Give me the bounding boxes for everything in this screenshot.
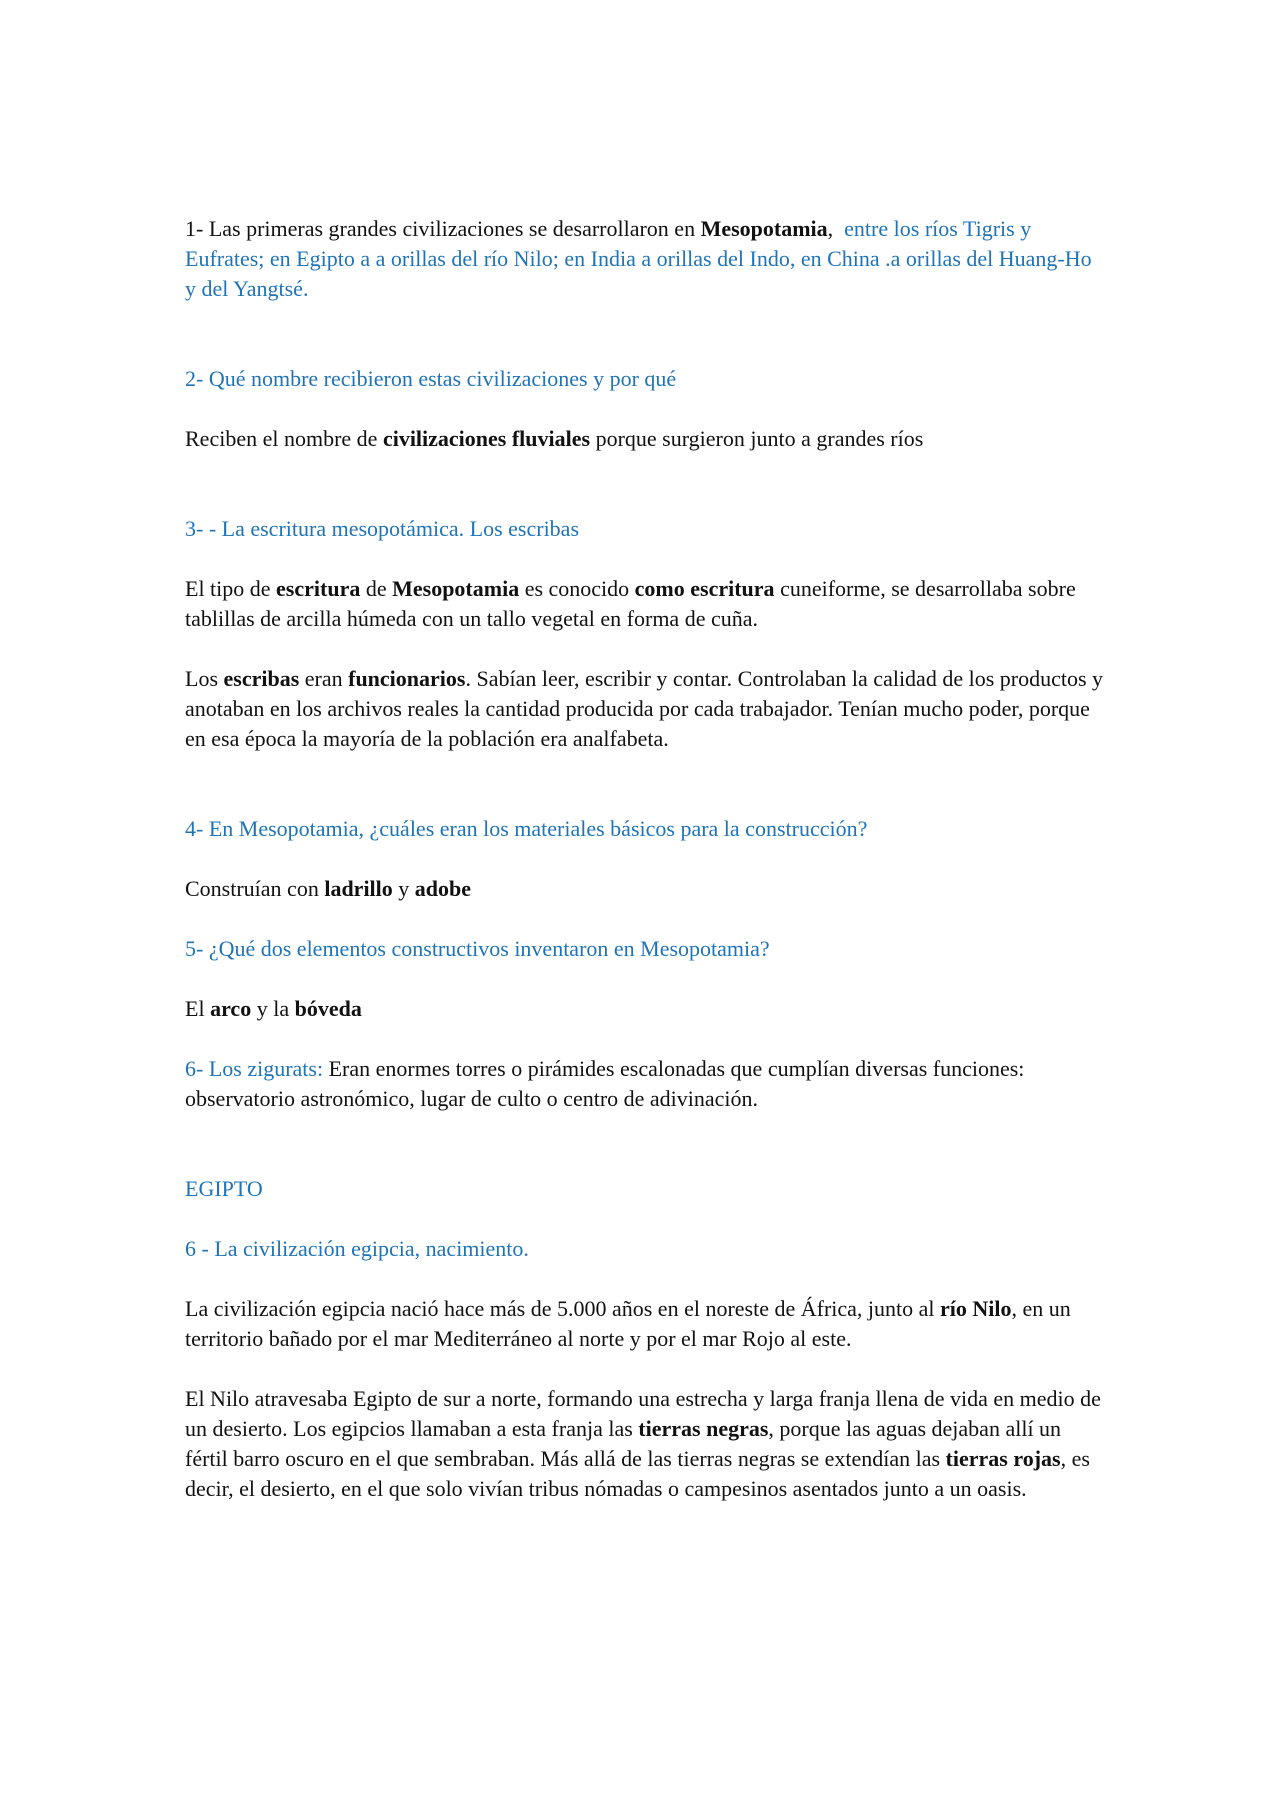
paragraph-civilizations-intro — [185, 214, 1105, 304]
document-content — [185, 214, 1105, 1504]
nile-text-c: , porque las aguas dejaban allí un fértil barro oscuro en el que sembraban. Más allá de las tierras negras se extendían las — [185, 1416, 1062, 1471]
answer-4-bold-adobe: adobe — [414, 876, 472, 901]
egypt-origin-bold-nilo: río Nilo — [940, 1296, 1012, 1321]
scribes-text-a: Los — [185, 666, 224, 691]
answer-2 — [185, 424, 1105, 454]
nile-text-a: El Nilo atravesaba Egipto de sur a norte, formando una estrecha y larga franja llena de vida en medio de un desierto. Los egipcios llamaban a esta franja las — [185, 1386, 1101, 1441]
answer-2-suffix: porque surgieron junto a grandes ríos — [590, 426, 924, 451]
egypt-origin-text-c: , en un territorio bañado por el mar Mediterráneo al norte y por el mar Rojo al este. — [185, 1296, 1071, 1351]
paragraph-nile — [185, 1384, 1105, 1504]
scribes-text-c: eran — [299, 666, 349, 691]
writing-text-a: El tipo de — [185, 576, 277, 601]
answer-5-text-a: El — [185, 996, 211, 1021]
writing-text-g: cuneiforme, se desarrollaba sobre tablillas de arcilla húmeda con un tallo vegetal en forma de cuña. — [185, 576, 1076, 631]
scribes-text-e: . Sabían leer, escribir y contar. Controlaban la calidad de los productos y anotaban en los archivos reales la cantidad producida por cada trabajador. Tenían mucho poder, porque en esa época la mayoría de la población era analfabeta. — [185, 666, 1104, 751]
question-4: 4- En Mesopotamia, ¿cuáles eran los materiales básicos para la construcción? — [185, 816, 868, 841]
zigurats-label: 6- Los zigurats: — [185, 1056, 324, 1081]
answer-5 — [185, 994, 1105, 1024]
question-egypt-birth: 6 - La civilización egipcia, nacimiento. — [185, 1236, 529, 1261]
heading-egipto: EGIPTO — [185, 1176, 263, 1201]
writing-text-e: es conocido — [519, 576, 635, 601]
answer-2-bold: civilizaciones fluviales — [382, 426, 591, 451]
question-5: 5- ¿Qué dos elementos constructivos inventaron en Mesopotamia? — [185, 936, 770, 961]
nile-bold-tierras-rojas: tierras rojas — [945, 1446, 1061, 1471]
answer-4 — [185, 874, 1105, 904]
answer-5-bold-arco: arco — [210, 996, 252, 1021]
writing-bold-escritura: escritura — [276, 576, 361, 601]
zigurats-text: Eran enormes torres o pirámides escalonadas que cumplían diversas funciones: observatorio astronómico, lugar de culto o centro de adivinación. — [185, 1056, 1025, 1111]
intro-rivers-text: entre los ríos Tigris y Eufrates; en Egipto a a orillas del río Nilo; en India a orillas del Indo, en China .a orillas del Huang-Ho y del Yangtsé. — [185, 216, 1092, 301]
writing-bold-mesopotamia: Mesopotamia — [392, 576, 520, 601]
writing-text-c: de — [360, 576, 393, 601]
answer-5-bold-boveda: bóveda — [294, 996, 362, 1021]
nile-text-e: , es decir, el desierto, en el que solo vivían tribus nómadas o campesinos asentados junto a un oasis. — [185, 1446, 1090, 1501]
scribes-bold-funcionarios: funcionarios — [348, 666, 466, 691]
paragraph-writing — [185, 574, 1105, 634]
paragraph-egypt-origin — [185, 1294, 1105, 1354]
intro-comma: , — [827, 216, 834, 241]
answer-4-text-a: Construían con — [185, 876, 325, 901]
intro-bold-mesopotamia: Mesopotamia — [700, 216, 828, 241]
paragraph-zigurats — [185, 1054, 1105, 1114]
answer-5-text-c: y la — [251, 996, 295, 1021]
scribes-bold-escribas: escribas — [223, 666, 300, 691]
writing-bold-como-escritura: como escritura — [634, 576, 775, 601]
question-2: 2- Qué nombre recibieron estas civilizaciones y por qué — [185, 366, 677, 391]
paragraph-scribes — [185, 664, 1105, 754]
answer-4-bold-ladrillo: ladrillo — [324, 876, 393, 901]
intro-text: 1- Las primeras grandes civilizaciones se desarrollaron en — [185, 216, 701, 241]
egypt-origin-text-a: La civilización egipcia nació hace más de 5.000 años en el noreste de África, junto al — [185, 1296, 941, 1321]
answer-2-text: Reciben el nombre de — [185, 426, 383, 451]
answer-4-text-c: y — [392, 876, 415, 901]
nile-bold-tierras-negras: tierras negras — [638, 1416, 769, 1441]
question-3: 3- - La escritura mesopotámica. Los escribas — [185, 516, 580, 541]
